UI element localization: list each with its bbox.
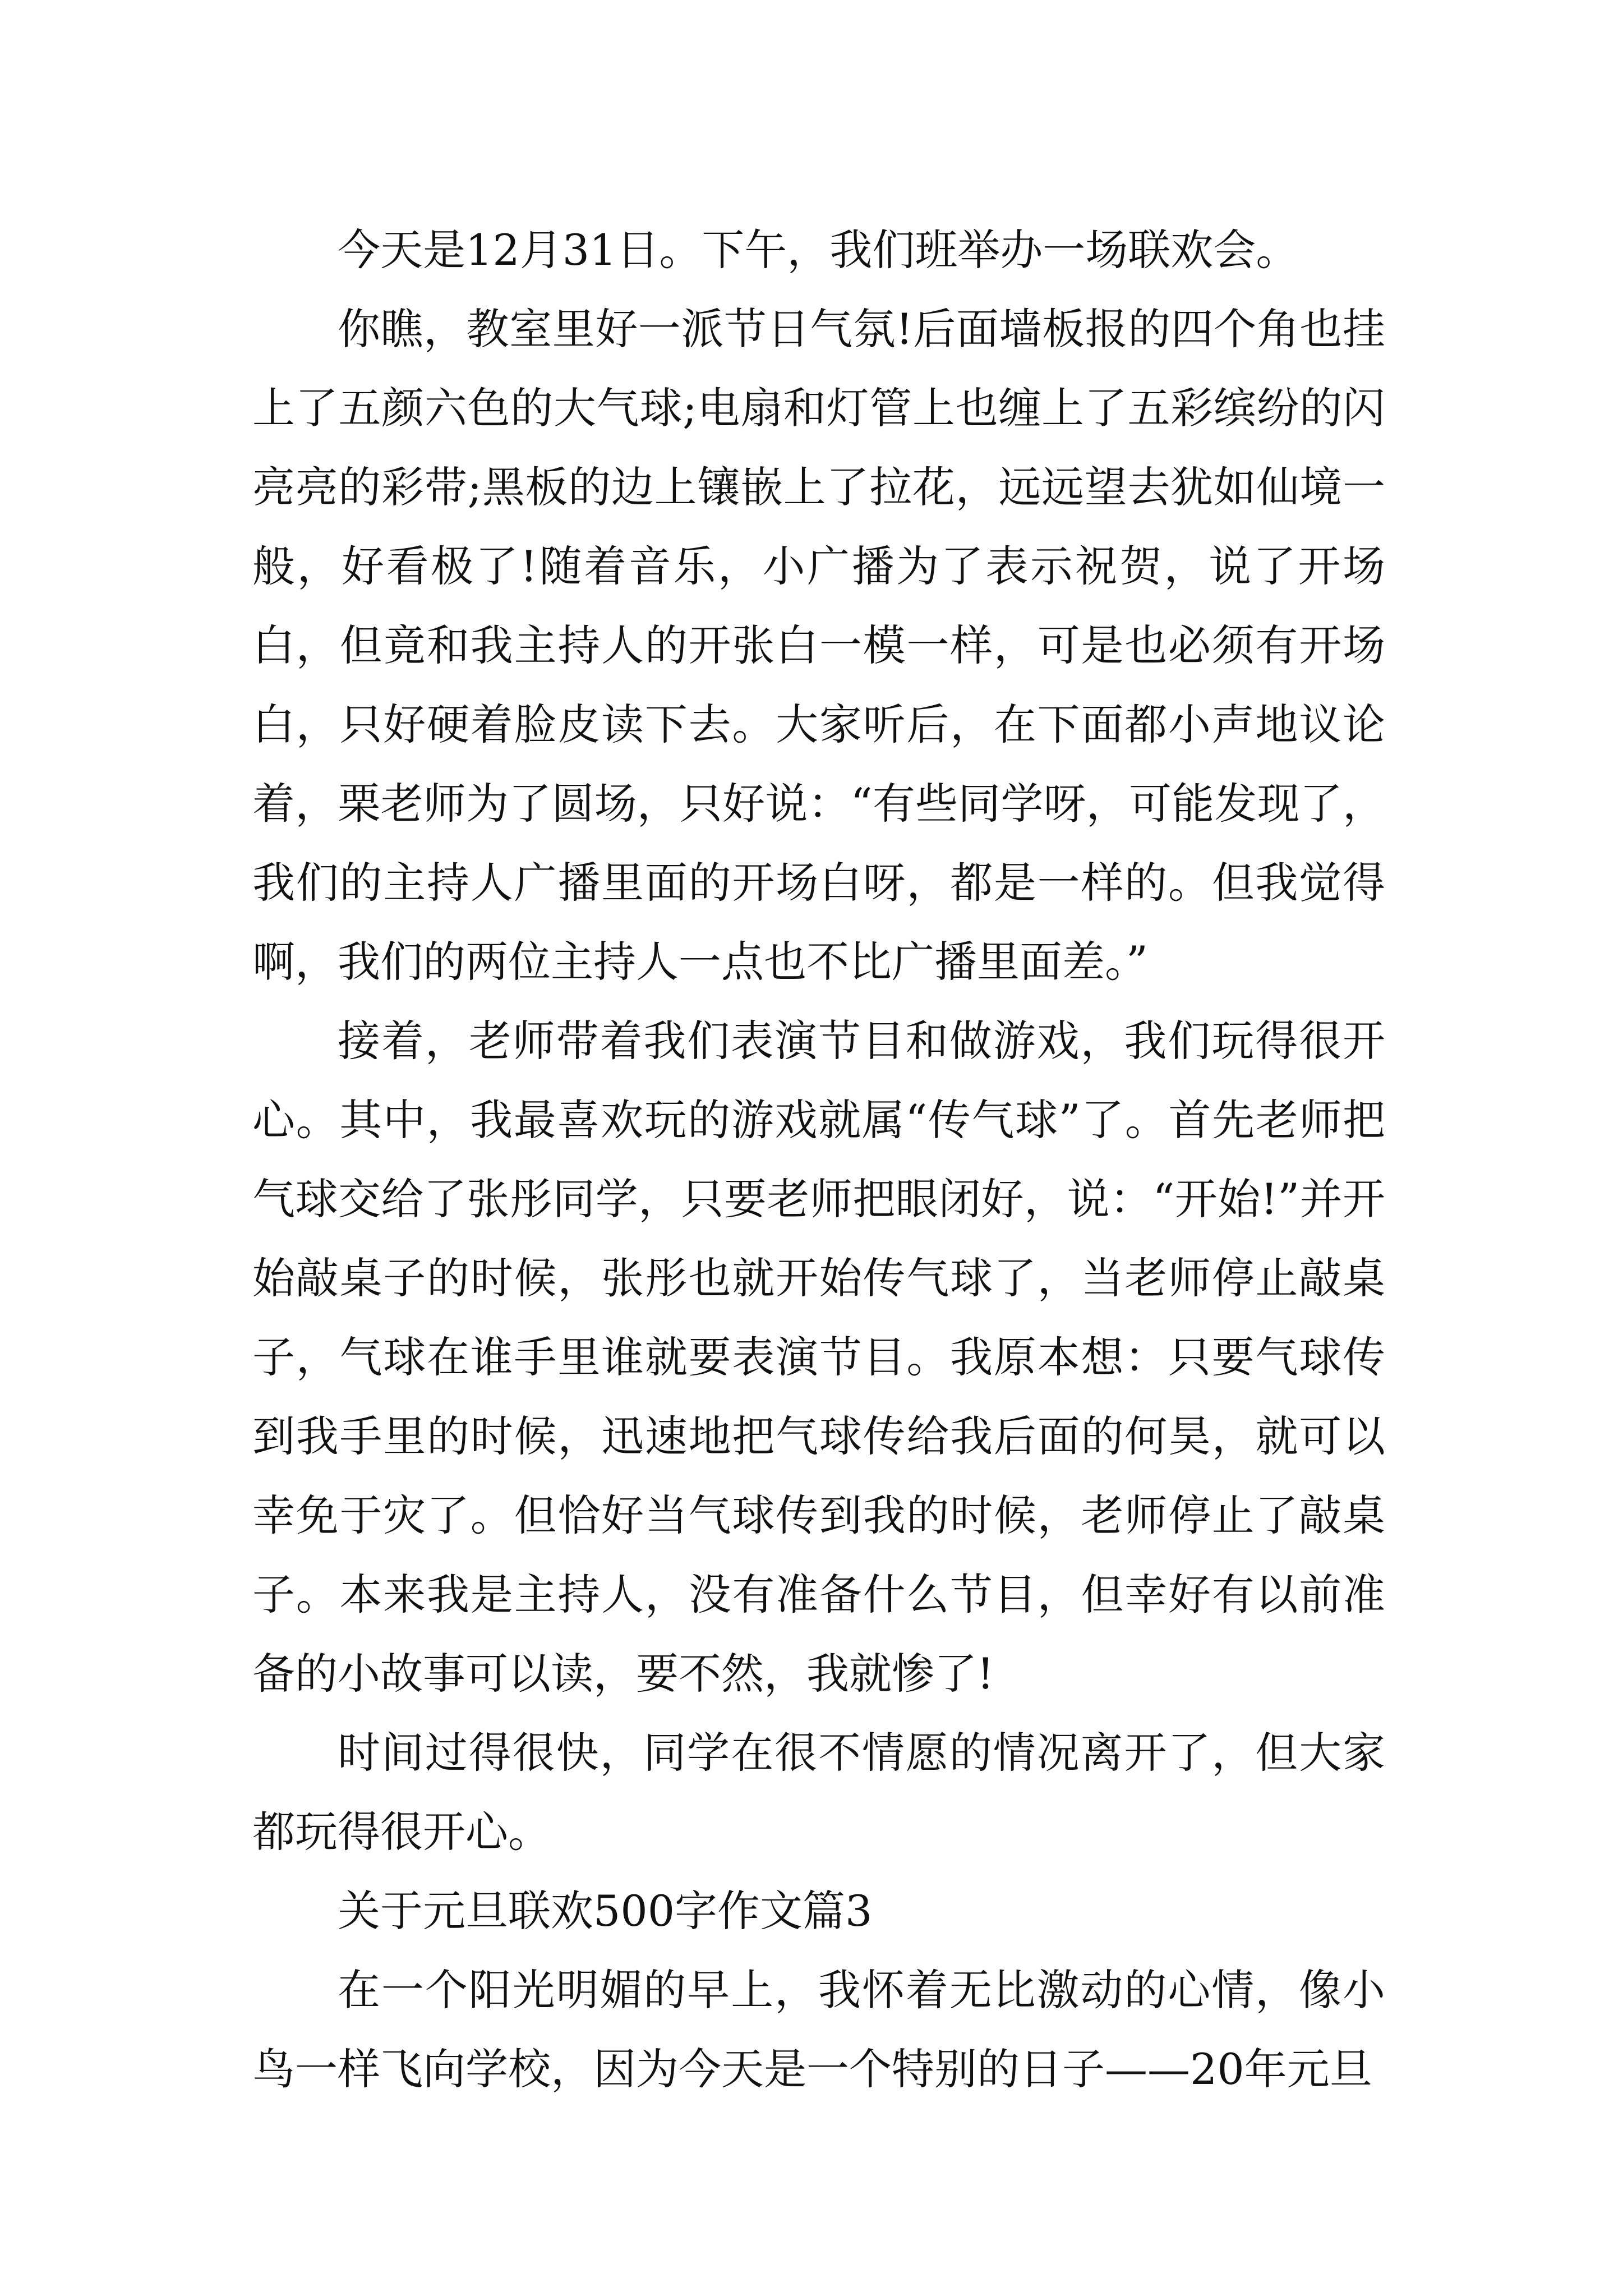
paragraph-classroom: 你瞧，教室里好一派节日气氛!后面墙板报的四个角也挂上了五颜六色的大气球;电扇和灯管上也缠上了五彩缤纷的闪亮亮的彩带;黑板的边上镶嵌上了拉花，远远望去犹如仙境一般，好看极了!随着音乐，小广播为了表示祝贺，说了开场白，但竟和我主持人的开张白一模一样，可是也必须有开场白，只好硬着脸皮读下去。大家听后，在下面都小声地议论着，栗老师为了圆场，只好说：“有些同学呀，可能发现了，我们的主持人广播里面的开场白呀，都是一样的。但我觉得啊，我们的两位主持人一点也不比广播里面差。” [252,304,1385,987]
document-body [252,210,1385,2109]
paragraph-section3-start: 在一个阳光明媚的早上，我怀着无比激动的心情，像小鸟一样飞向学校，因为今天是一个特别的日子——20年元旦 [252,1965,1385,2094]
paragraph-games: 接着，老师带着我们表演节目和做游戏，我们玩得很开心。其中，我最喜欢玩的游戏就属“传气球”了。首先老师把气球交给了张彤同学，只要老师把眼闭好，说：“开始!”并开始敲桌子的时候，张彤也就开始传气球了，当老师停止敲桌子，气球在谁手里谁就要表演节目。我原本想：只要气球传到我手里的时候，迅速地把气球传给我后面的何昊，就可以幸免于灾了。但恰好当气球传到我的时候，老师停止了敲桌子。本来我是主持人，没有准备什么节目，但幸好有以前准备的小故事可以读，要不然，我就惨了! [252,1016,1385,1699]
paragraph-ending: 时间过得很快，同学在很不情愿的情况离开了，但大家都玩得很开心。 [252,1728,1385,1857]
section-heading: 关于元旦联欢500字作文篇3 [338,1886,873,1936]
paragraph-intro: 今天是12月31日。下午，我们班举办一场联欢会。 [338,225,1299,275]
